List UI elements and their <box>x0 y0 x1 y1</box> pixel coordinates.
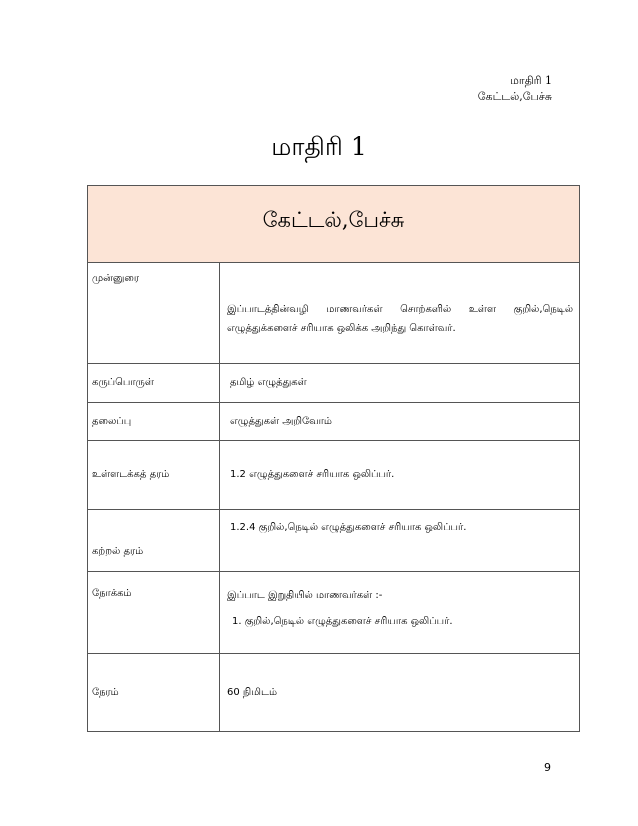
row-value <box>220 403 580 441</box>
row-value <box>220 441 580 510</box>
table-row <box>88 364 580 403</box>
header-line-1: மாதிரி 1 <box>509 74 552 87</box>
row-value <box>220 364 580 403</box>
row-label: உள்ளடக்கத் தரம் <box>88 441 220 510</box>
row-value <box>220 263 580 364</box>
row-value <box>220 572 580 654</box>
row-label: கருப்பொருள் <box>88 364 220 403</box>
table-row <box>88 263 580 364</box>
row-label: தலைப்பு <box>88 403 220 441</box>
row-label <box>88 510 220 572</box>
table-row <box>88 654 580 732</box>
lesson-table <box>87 185 580 732</box>
row-value-line-2: 1. குறில்,நெடில் எழுத்துகளைச் சரியாக ஒலிப்பர். <box>232 616 453 627</box>
row-label-text: கற்றல் தரம் <box>92 545 144 557</box>
table-row <box>88 510 580 572</box>
page-number: 9 <box>544 761 551 774</box>
row-value-text: எழுத்துகள் அறிவோம் <box>230 415 332 427</box>
row-value-line-1: இப்பாடத்தின்வழி மாணவர்கள் சொற்களில் உள்ள குறில்,நெடில் <box>227 304 573 315</box>
row-value-text: தமிழ் எழுத்துகள் <box>230 377 307 388</box>
header-line-2: கேட்டல்,பேச்சு <box>477 90 552 103</box>
table-row <box>88 403 580 441</box>
row-value <box>220 510 580 572</box>
row-label-text: முன்னுரை <box>92 273 140 284</box>
row-value-line-1: இப்பாட இறுதியில் மாணவர்கள் :- <box>227 590 383 601</box>
row-label <box>88 263 220 364</box>
row-value-line-2: எழுத்துக்களைச் சரியாக ஒலிக்க அறிந்து கொள்வர். <box>227 323 456 334</box>
table-heading: கேட்டல்,பேச்சு <box>88 186 580 263</box>
row-label-text: நோக்கம் <box>92 588 132 599</box>
page-title: மாதிரி 1 <box>271 132 367 161</box>
row-label: நேரம் <box>88 654 220 732</box>
table-row <box>88 441 580 510</box>
row-value-text: 1.2 எழுத்துகளைச் சரியாக ஒலிப்பர். <box>230 469 395 480</box>
row-label <box>88 572 220 654</box>
row-value-text: 1.2.4 குறில்,நெடில் எழுத்துகளைச் சரியாக ஒலிப்பர். <box>230 522 467 533</box>
table-row <box>88 572 580 654</box>
row-value: 60 நிமிடம் <box>220 654 580 732</box>
table-header-row <box>88 186 580 263</box>
